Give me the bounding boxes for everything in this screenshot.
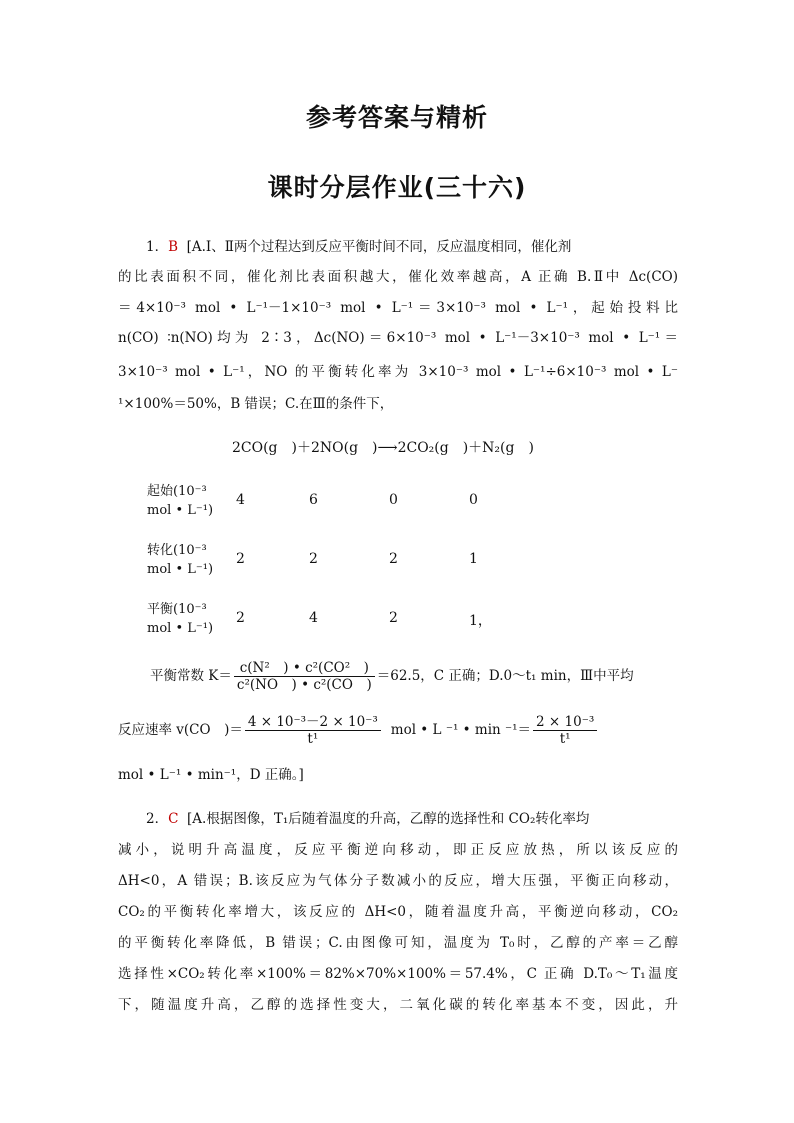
page-title: 参考答案与精析	[305, 103, 488, 132]
page-subtitle: 课时分层作业(三十六)	[267, 173, 527, 202]
table-cell: 2	[309, 551, 318, 567]
row-change-label-2: mol • L⁻¹)	[147, 562, 214, 577]
table-cell: 2	[236, 610, 245, 626]
k-numerator: c(N² ) • c²(CO² )	[234, 660, 375, 677]
row-change-label-1: 转化(10⁻³	[147, 543, 207, 558]
reaction-equation: 2CO(g )＋2NO(g )⟶2CO₂(g )＋N₂(g )	[232, 440, 534, 456]
row-equilibrium-label-2: mol • L⁻¹)	[147, 621, 214, 636]
q2-answer: C	[168, 811, 179, 827]
rate-units: mol • L ⁻¹ • min ⁻¹＝	[390, 722, 532, 738]
row-equilibrium-label-1: 平衡(10⁻³	[147, 602, 207, 617]
row-change-label	[147, 541, 213, 579]
table-cell: 2	[236, 551, 245, 567]
q1-last-line: mol • L⁻¹ • min⁻¹，D 正确。]	[118, 767, 304, 783]
k-suffix: ＝62.5，C 正确；D.0～t₁ min，Ⅲ中平均	[376, 668, 634, 684]
k-denominator: c²(NO ) • c²(CO )	[236, 677, 372, 693]
row-equilibrium-label	[147, 600, 213, 638]
rate-expression	[118, 714, 678, 747]
q2-line-1	[146, 809, 676, 829]
q1-text-1: [A.Ⅰ、Ⅱ两个过程达到反应平衡时间不同，反应温度相同，催化剂	[186, 239, 572, 255]
row-start-label-2: mol • L⁻¹)	[147, 503, 214, 518]
q1-line-5: 3×10⁻³ mol • L⁻¹，NO 的平衡转化率为 3×10⁻³ mol • L⁻¹÷6×10⁻³ mol • L⁻	[118, 364, 678, 380]
k-fraction	[234, 660, 375, 693]
table-cell: 4	[236, 492, 245, 508]
table-cell: 4	[309, 610, 318, 626]
q1-number: 1．	[146, 239, 169, 255]
table-cell: 2	[389, 610, 398, 626]
q1-line-6: ¹×100%＝50%，B 错误；C.在Ⅲ的条件下，	[118, 396, 394, 412]
row-start-label	[147, 482, 213, 520]
q1-line-2: 的比表面积不同，催化剂比表面积越大，催化效率越高，A 正确 B.Ⅱ中 Δc(CO)	[118, 269, 678, 285]
table-cell: 1	[469, 551, 478, 567]
q1-line-3: ＝4×10⁻³ mol • L⁻¹－1×10⁻³ mol • L⁻¹＝3×10⁻³ mol • L⁻¹，起始投料比	[118, 300, 678, 316]
table-cell: 0	[469, 492, 478, 508]
q2-line-5: 的平衡转化率降低，B 错误；C.由图像可知，温度为 T₀时，乙醇的产率＝乙醇	[118, 935, 678, 951]
q1-answer: B	[168, 239, 179, 255]
rate-denominator-1: t¹	[307, 731, 319, 747]
q2-line-2: 减小，说明升高温度，反应平衡逆向移动，即正反应放热，所以该反应的	[118, 842, 678, 858]
rate-fraction-2	[533, 714, 597, 747]
rate-numerator-1: 4 × 10⁻³－2 × 10⁻³	[245, 714, 381, 731]
rate-denominator-2: t¹	[559, 731, 571, 747]
q2-line-4: CO₂的平衡转化率增大，该反应的 ΔH<0，随着温度升高，平衡逆向移动，CO₂	[118, 904, 678, 920]
rate-numerator-2: 2 × 10⁻³	[533, 714, 597, 731]
q2-line-7: 下，随温度升高，乙醇的选择性变大，二氧化碳的转化率基本不变，因此，升	[118, 997, 678, 1013]
table-cell: 6	[309, 492, 318, 508]
q1-line-4: n(CO) ∶n(NO)均为 2∶3，Δc(NO)＝6×10⁻³ mol • L⁻¹－3×10⁻³ mol • L⁻¹＝	[118, 330, 678, 346]
q2-text-1: [A.根据图像，T₁后随着温度的升高，乙醇的选择性和 CO₂转化率均	[187, 811, 590, 827]
table-cell: 1，	[469, 613, 492, 629]
row-start-label-1: 起始(10⁻³	[147, 484, 207, 499]
k-expression	[150, 660, 710, 693]
k-prefix: 平衡常数 K＝	[150, 668, 232, 684]
q2-line-6: 选择性×CO₂转化率×100%＝82%×70%×100%＝57.4%，C 正确 D.T₀～T₁温度	[118, 966, 678, 982]
q1-line-1	[146, 237, 676, 257]
table-cell: 0	[389, 492, 398, 508]
rate-fraction-1	[245, 714, 381, 747]
q2-number: 2．	[146, 811, 169, 827]
q2-line-3: ΔH<0，A 错误；B.该反应为气体分子数减小的反应，增大压强，平衡正向移动，	[118, 873, 678, 889]
table-cell: 2	[389, 551, 398, 567]
rate-prefix: 反应速率 v(CO )＝	[118, 722, 243, 738]
